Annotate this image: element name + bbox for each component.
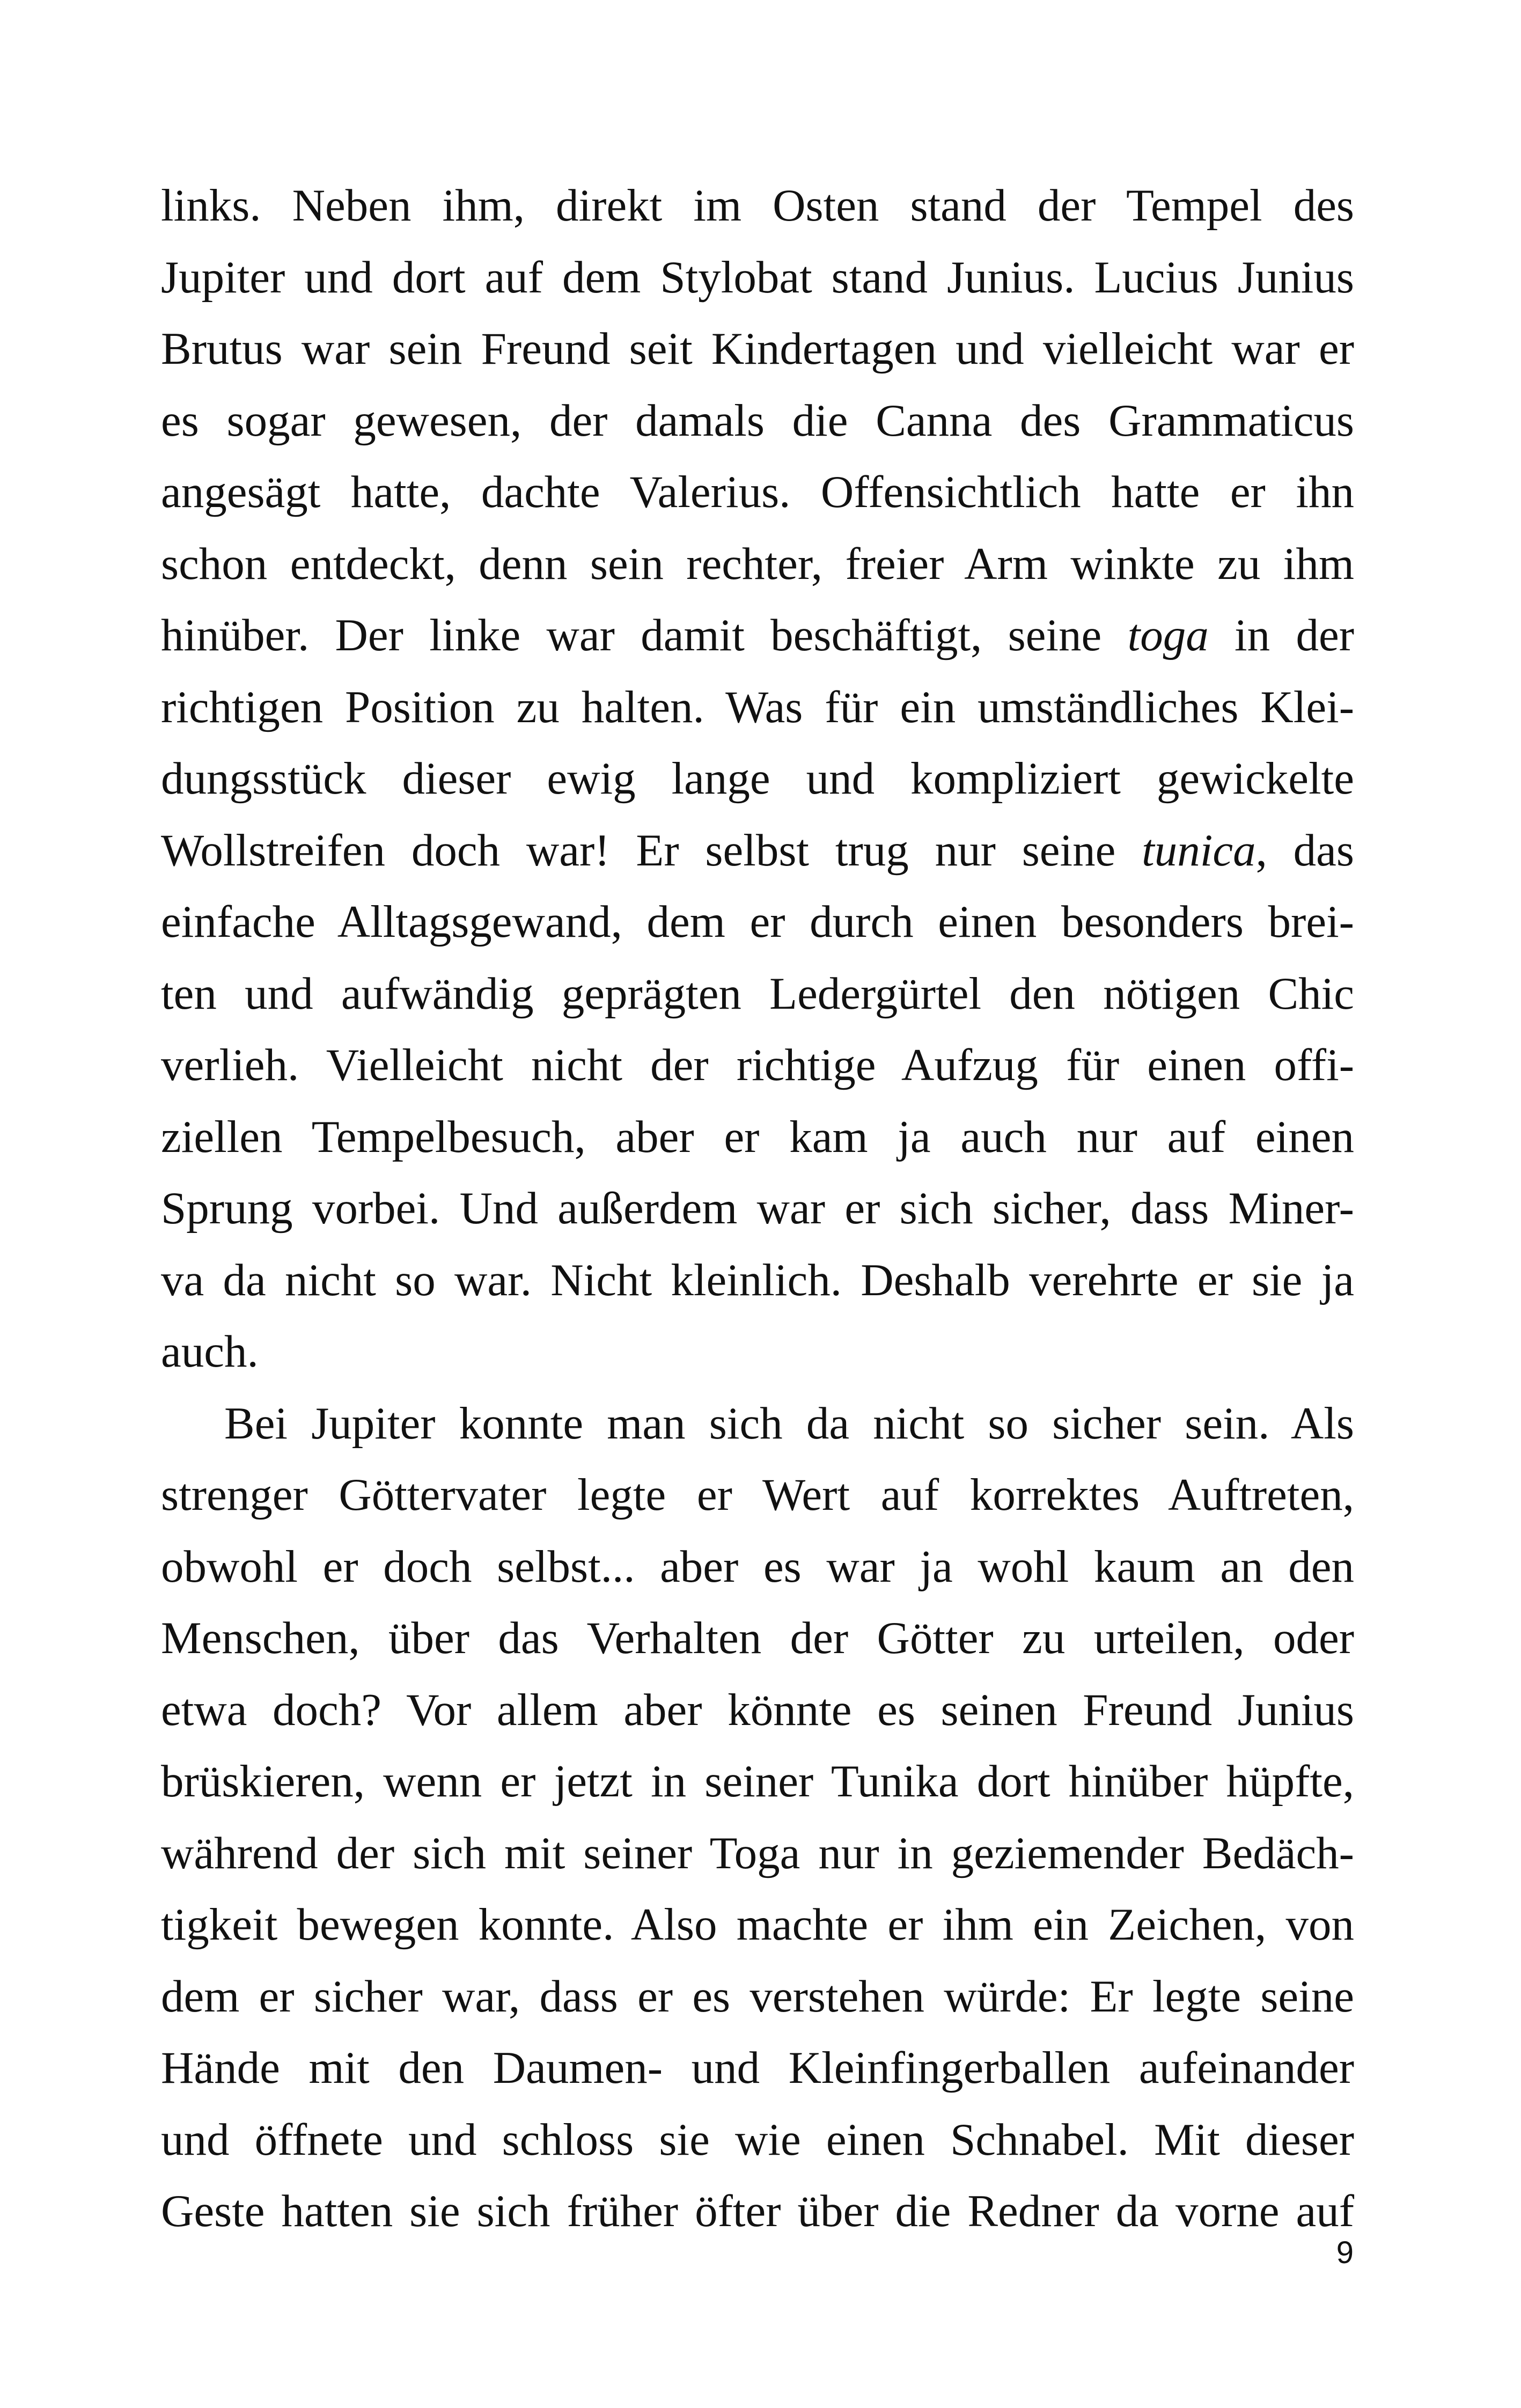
text-segment: in der	[1208, 610, 1354, 660]
text-line: va da nicht so war. Nicht kleinlich. Deshalb verehrte er sie ja	[161, 1254, 1354, 1305]
text-line: obwohl er doch selbst... aber es war ja wohl kaum an den	[161, 1541, 1354, 1592]
text-line: links. Neben ihm, direkt im Osten stand der Tempel des	[161, 180, 1354, 231]
text-line: strenger Göttervater legte er Wert auf korrektes Auftreten,	[161, 1470, 1354, 1520]
text-line: es sogar gewesen, der damals die Canna des Grammaticus	[161, 395, 1354, 446]
text-line	[161, 600, 1354, 672]
text-line: verlieh. Vielleicht nicht der richtige Aufzug für einen offi-	[161, 1040, 1354, 1090]
text-line: schon entdeckt, denn sein rechter, freier Arm winkte zu ihm	[161, 538, 1354, 589]
text-line: während der sich mit seiner Toga nur in geziemender Bedäch-	[161, 1827, 1354, 1878]
text-line: Menschen, über das Verhalten der Götter zu urteilen, oder	[161, 1613, 1354, 1663]
text-line: Jupiter und dort auf dem Stylobat stand Junius. Lucius Junius	[161, 252, 1354, 303]
text-segment: hinüber. Der linke war damit beschäftigt, seine	[161, 610, 1128, 660]
text-line: brüskieren, wenn er jetzt in seiner Tunika dort hinüber hüpfte,	[161, 1756, 1354, 1807]
text-line: dem er sicher war, dass er es verstehen würde: Er legte seine	[161, 1971, 1354, 2022]
text-line: Geste hatten sie sich früher öfter über die Redner da vorne auf	[161, 2186, 1354, 2236]
text-line	[161, 815, 1354, 887]
text-line: Sprung vorbei. Und außerdem war er sich sicher, dass Miner-	[161, 1183, 1354, 1234]
text-segment: , das	[1255, 825, 1354, 876]
italic-word: tunica	[1142, 825, 1256, 876]
italic-word: toga	[1127, 610, 1209, 660]
text-line: ziellen Tempelbesuch, aber er kam ja auch nur auf einen	[161, 1111, 1354, 1162]
text-line: Brutus war sein Freund seit Kindertagen und vielleicht war er	[161, 324, 1354, 374]
text-line: Hände mit den Daumen- und Kleinfingerballen aufeinander	[161, 2043, 1354, 2093]
text-line: Bei Jupiter konnte man sich da nicht so sicher sein. Als	[224, 1398, 1354, 1449]
text-line: und öffnete und schloss sie wie einen Schnabel. Mit dieser	[161, 2114, 1354, 2165]
text-line: richtigen Position zu halten. Was für ein umständliches Klei-	[161, 681, 1354, 732]
paragraph-1	[161, 170, 1354, 1388]
text-segment: Wollstreifen doch war! Er selbst trug nur seine	[161, 825, 1142, 876]
page-number: 9	[1336, 2235, 1354, 2270]
text-line: auch.	[161, 1326, 259, 1377]
text-line: einfache Alltagsgewand, dem er durch einen besonders brei-	[161, 897, 1354, 947]
text-line: tigkeit bewegen konnte. Also machte er ihm ein Zeichen, von	[161, 1899, 1354, 1950]
text-line: ten und aufwändig geprägten Ledergürtel den nötigen Chic	[161, 968, 1354, 1019]
paragraph-2	[161, 1388, 1354, 2248]
text-line: angesägt hatte, dachte Valerius. Offensichtlich hatte er ihn	[161, 467, 1354, 517]
text-line: dungsstück dieser ewig lange und kompliziert gewickelte	[161, 753, 1354, 804]
text-line: etwa doch? Vor allem aber könnte es seinen Freund Junius	[161, 1684, 1354, 1735]
body-text	[161, 170, 1354, 2248]
